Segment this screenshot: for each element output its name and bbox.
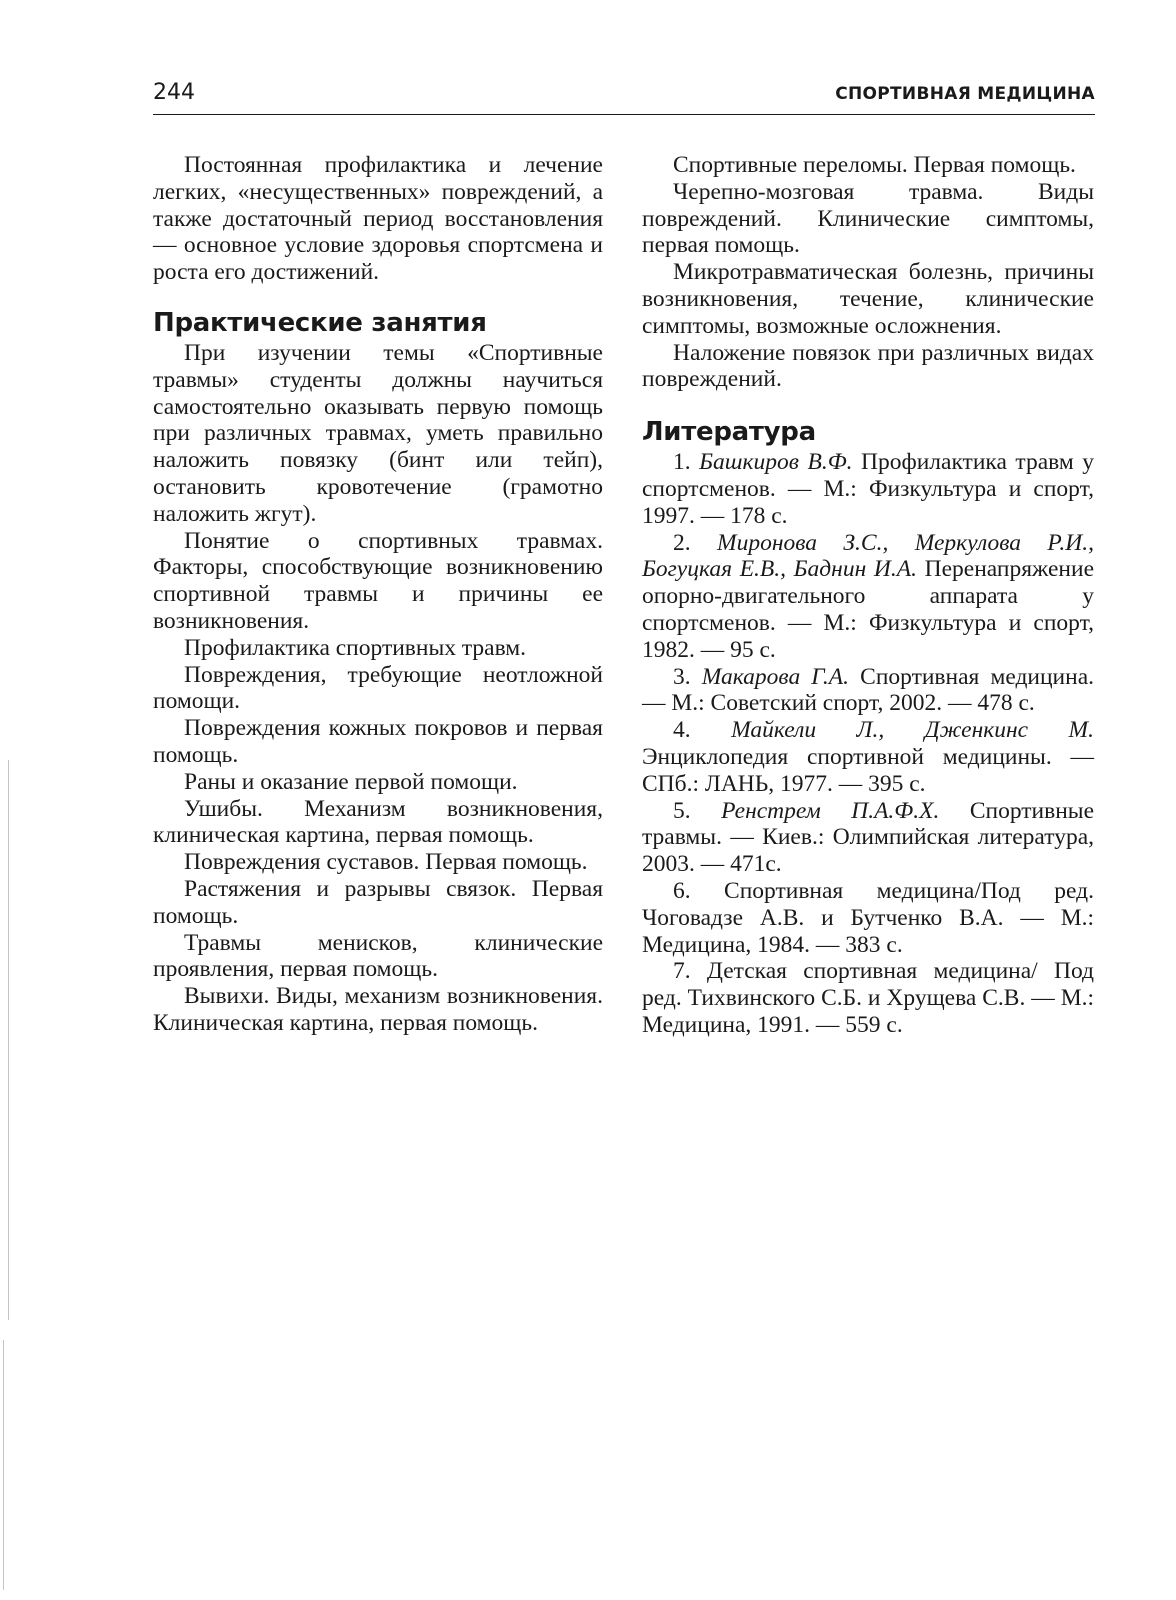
topic-item: Микротравматическая болезнь, причины возникновения, течение, клинические симптомы, возможные осложнения. [642, 259, 1094, 339]
topic-item: Травмы менисков, клинические проявления, первая помощь. [153, 929, 603, 983]
reference-text: Энциклопедия спортивной медицины. — СПб.: ЛАНЬ, 1977. — 395 с. [642, 743, 1094, 797]
reference-authors: Миронова З.С., Меркулова Р.И., Богуцкая Е.В., Баднин И.А. [642, 529, 1094, 583]
topic-item: Повреждения, требующие неотложной помощи. [153, 661, 603, 715]
topic-item: Наложение повязок при различных видах повреждений. [642, 339, 1094, 393]
reference-number: 4. [673, 717, 691, 744]
reference-number: 1. [673, 449, 691, 476]
topic-item: Вывихи. Виды, механизм возникновения. Клиническая картина, первая помощь. [153, 983, 603, 1036]
reference-authors: Майкели Л., Дженкинс М. [731, 717, 1095, 744]
reference-text: Спортивная медицина. — М.: Советский спорт, 2002. — 478 с. [642, 663, 1095, 717]
reference-item [642, 958, 1094, 1038]
practical-heading: Практические занятия [153, 307, 487, 338]
reference-text: Детская спортивная медицина/ Под ред. Тихвинского С.Б. и Хрущева С.В. — М.: Медицина, 1991. — 559 с. [642, 958, 1095, 1038]
scan-edge-mark [8, 760, 9, 1320]
reference-number: 6. [673, 877, 691, 904]
reference-item [642, 449, 1094, 529]
reference-number: 2. [673, 529, 691, 556]
topic-item: Раны и оказание первой помощи. [184, 768, 518, 795]
topic-item: Черепно-мозговая травма. Виды повреждений. Клинические симптомы, первая помощь. [642, 178, 1094, 259]
right-column [642, 152, 1094, 1039]
left-column [153, 152, 603, 1037]
reference-text: Спортивная медицина/Под ред. Чоговадзе А.В. и Бутченко В.А. — М.: Медицина, 1984. — 383 с. [642, 877, 1094, 958]
practical-intro: При изучении темы «Спортивные травмы» студенты должны научиться самостоятельно оказывать первую помощь при различных травмах, уметь правильно наложить повязку (бинт или тейп), остановить кровотечение (грамотно наложить жгут). [153, 339, 603, 527]
reference-authors: Макарова Г.А. [701, 663, 850, 690]
topic-item: Профилактика спортивных травм. [184, 634, 527, 661]
reference-number: 7. [673, 958, 691, 985]
reference-item [642, 664, 1094, 718]
reference-authors: Ренстрем П.А.Ф.Х. [721, 797, 940, 824]
reference-item [642, 878, 1094, 958]
reference-item [642, 717, 1094, 797]
topic-item: Повреждения кожных покровов и первая помощь. [153, 715, 603, 768]
running-head: СПОРТИВНАЯ МЕДИЦИНА [835, 84, 1095, 104]
topic-item: Понятие о спортивных травмах. Факторы, способствующие возникновению спортивной травмы и причины ее возникновения. [153, 527, 603, 634]
topic-item: Растяжения и разрывы связок. Первая помощь. [153, 875, 603, 929]
reference-authors: Башкиров В.Ф. [699, 449, 853, 476]
reference-number: 5. [673, 797, 691, 824]
reference-item [642, 798, 1094, 878]
topic-item: Спортивные переломы. Первая помощь. [673, 152, 1076, 178]
scan-edge-mark [3, 1340, 4, 1590]
reference-text: Профилактика травм у спортсменов. — М.: Физкультура и спорт, 1997. — 178 с. [642, 449, 1094, 529]
page-header [153, 74, 1095, 115]
topic-item: Ушибы. Механизм возникновения, клиническая картина, первая помощь. [153, 795, 603, 849]
reference-item [642, 530, 1094, 664]
intro-paragraph: Постоянная профилактика и лечение легких, «несущественных» повреждений, а также достаточный период восстановления — основное условие здоровья спортсмена и роста его достижений. [153, 152, 603, 286]
reference-number: 3. [673, 663, 691, 690]
literature-heading: Литература [642, 417, 816, 448]
reference-text: Спортивные травмы. — Киев.: Олимпийская литература, 2003. — 471с. [642, 797, 1095, 878]
page-number: 244 [153, 80, 195, 105]
reference-text: Перенапряжение опорно-двигательного аппарата у спортсменов. — М.: Физкультура и спорт, 1982. — 95 с. [642, 556, 1094, 663]
topic-item: Повреждения суставов. Первая помощь. [184, 849, 588, 876]
